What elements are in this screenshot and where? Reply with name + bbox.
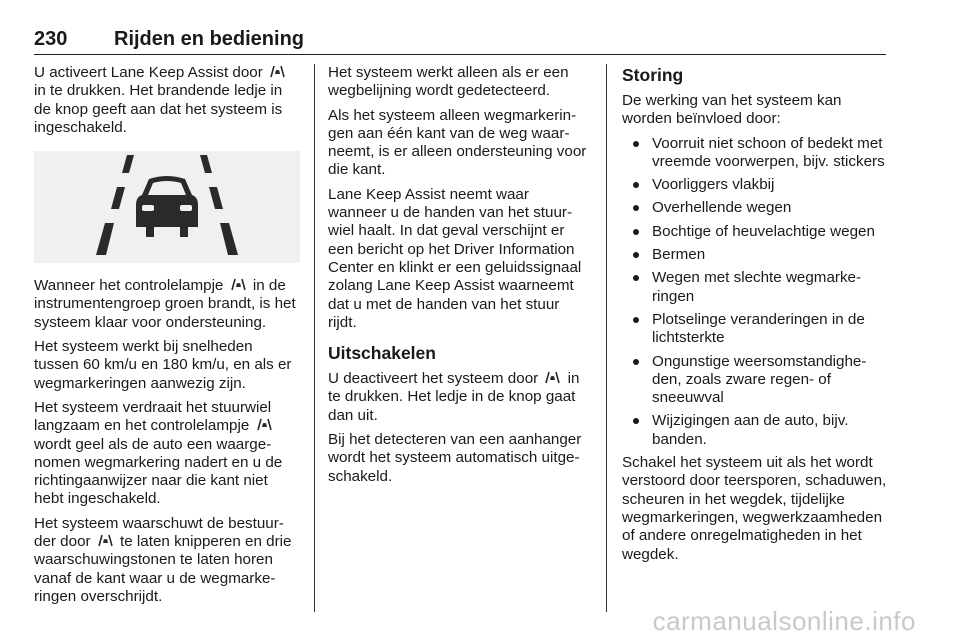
- lane-keep-assist-icon: [544, 371, 561, 384]
- paragraph: Lane Keep Assist neemt waar wanneer u de handen van het stuurwiel haalt. In dat geval verschijnt er een bericht op het Driver Information Center en klinkt er een geluidssignaal zolang Lane Keep Assist waarneemt dat u met de handen van het stuur rijdt.: [328, 185, 582, 331]
- page-header: [34, 28, 886, 55]
- list-item: Voorliggers vlakbij: [622, 176, 888, 194]
- column-left: [34, 64, 300, 612]
- page-number: 230: [34, 28, 68, 50]
- section-heading-uitschakelen: Uitschakelen: [328, 343, 436, 364]
- paragraph: De werking van het systeem kan worden beïnvloed door:: [622, 92, 842, 128]
- paragraph: Het systeem werkt alleen als er een wegbelijning wordt gedetecteerd.: [328, 64, 569, 100]
- column-right: [622, 64, 888, 570]
- column-middle: [328, 64, 590, 492]
- list-item: Wegen met slechte wegmarkeringen: [622, 269, 888, 306]
- list-item: Voorruit niet schoon of bedekt met vreemde voorwerpen, bijv. stickers: [622, 135, 888, 172]
- paragraph: Het systeem verdraait het stuurwiel langzaam en het controlelampje wordt geel als de auto een waargenomen wegmarkering nadert en u de richtingaanwijzer naar die kant niet hebt ingeschakeld.: [34, 398, 283, 508]
- bullet-list: [622, 135, 888, 449]
- lane-keep-assist-icon: [230, 278, 247, 291]
- section-heading-storing: Storing: [622, 65, 684, 85]
- paragraph: Wanneer het controlelampje in de instrumentengroep groen brandt, is het systeem klaar voor ondersteuning.: [34, 277, 296, 331]
- lane-keep-assist-icon: [97, 534, 114, 547]
- column-divider: [606, 64, 607, 612]
- paragraph: Schakel het systeem uit als het wordt verstoord door teersporen, schaduwen, scheuren in het wegdek, tijdelijke wegmarkeringen, wegwerkzaamheden of andere onregelmatigheden in het wegdek.: [622, 454, 887, 563]
- watermark: carmanualsonline.info: [652, 606, 916, 636]
- column-divider: [314, 64, 315, 612]
- list-item: Wijzigingen aan de auto, bijv. banden.: [622, 412, 888, 449]
- list-item: Overhellende wegen: [622, 199, 888, 217]
- page-title: Rijden en bediening: [114, 28, 305, 50]
- list-item: Ongunstige weersomstandigheden, zoals zware regen- of sneeuwval: [622, 353, 888, 408]
- lane-keep-assist-icon: [256, 418, 273, 431]
- paragraph: Bij het detecteren van een aanhanger wordt het systeem automatisch uitgeschakeld.: [328, 431, 582, 485]
- paragraph: U deactiveert het systeem door in te drukken. Het ledje in de knop gaat dan uit.: [328, 370, 580, 424]
- paragraph: Als het systeem alleen wegmarkeringen aan één kant van de weg waarneemt, is er alleen ondersteuning voor die kant.: [328, 106, 587, 179]
- list-item: Bermen: [622, 246, 888, 264]
- lane-keep-assist-icon: [269, 65, 286, 78]
- list-item: Plotselinge veranderingen in de lichtsterkte: [622, 311, 888, 348]
- list-item: Bochtige of heuvelachtige wegen: [622, 223, 888, 241]
- paragraph: Het systeem werkt bij snelheden tussen 60 km/u en 180 km/u, en als er wegmarkeringen aanwezig zijn.: [34, 338, 292, 392]
- lane-keep-assist-illustration: [34, 151, 300, 263]
- paragraph: Het systeem waarschuwt de bestuurder door te laten knipperen en drie waarschuwingstonen te laten horen vanaf de kant waar u de wegmarkeringen overschrijdt.: [34, 514, 292, 605]
- paragraph: U activeert Lane Keep Assist door in te drukken. Het brandende ledje in de knop geeft aan dat het systeem is ingeschakeld.: [34, 64, 300, 137]
